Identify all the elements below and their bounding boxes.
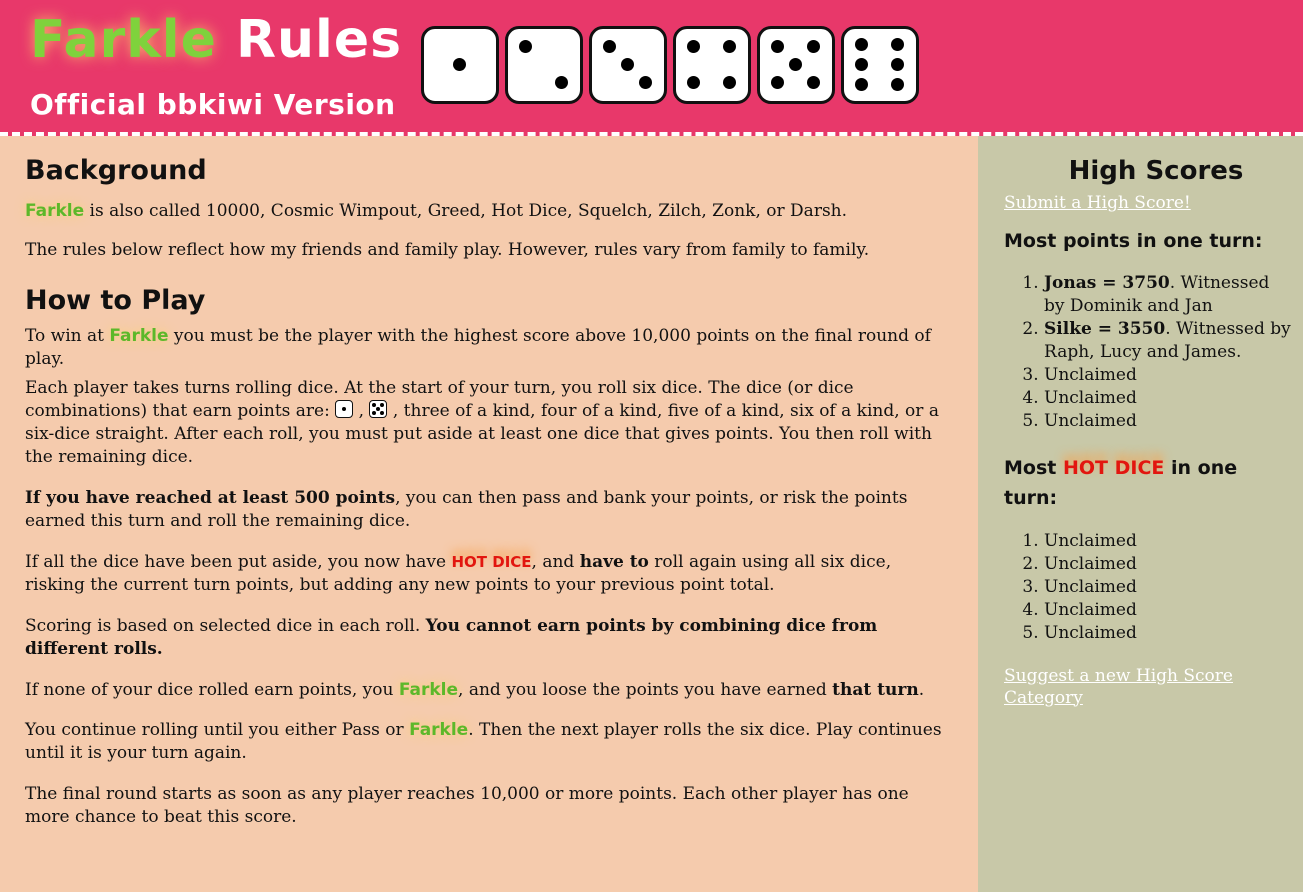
most-hot-dice-list xyxy=(1004,530,1294,645)
farkle-word: Farkle xyxy=(409,720,469,741)
score-detail: . Witnessed by Raph, Lucy and James. xyxy=(1044,319,1291,363)
text: If none of your dice rolled earn points, you xyxy=(25,679,399,700)
pip xyxy=(855,58,868,71)
suggest-category-link[interactable]: Suggest a new High Score Category xyxy=(1004,665,1233,708)
how-p7 xyxy=(25,719,955,765)
text: is also called 10000, Cosmic Wimpout, Greed, Hot Dice, Squelch, Zilch, Zonk, or Darsh. xyxy=(84,200,848,221)
text: To win at xyxy=(25,326,110,347)
most-hot-dice-heading xyxy=(1004,453,1294,514)
text: You continue rolling until you either Pass or xyxy=(25,720,410,741)
text: roll again using all six dice, risking the current turn points, but adding any new points to your previous point total. xyxy=(25,551,892,595)
die-five-icon xyxy=(757,26,835,104)
hot-dice-entry: 4. Unclaimed xyxy=(1044,599,1294,622)
pip xyxy=(687,76,700,89)
die-one-icon xyxy=(335,400,353,418)
how-p4 xyxy=(25,551,955,597)
background-p2: The rules below reflect how my friends and family play. However, rules vary from family to family. xyxy=(25,239,870,260)
high-score-entry xyxy=(1044,318,1294,364)
pip xyxy=(807,40,820,53)
pip xyxy=(687,40,700,53)
bold-text: If you have reached at least 500 points xyxy=(25,487,396,508)
score-holder: Silke = 3550 xyxy=(1044,319,1166,340)
how-p1 xyxy=(25,325,955,371)
background-heading: Background xyxy=(25,155,207,186)
text: , and xyxy=(531,551,580,572)
submit-high-score-link[interactable]: Submit a High Score! xyxy=(1004,193,1191,213)
text: If all the dice have been put aside, you now have xyxy=(25,551,452,572)
die-six-icon xyxy=(841,26,919,104)
pip xyxy=(603,40,616,53)
text: , you can then pass and bank your points, or risk the points earned this turn and roll the remaining dice. xyxy=(25,487,908,531)
text: . xyxy=(918,679,925,700)
farkle-word: Farkle xyxy=(25,200,85,221)
pip xyxy=(621,58,634,71)
text: , and you loose the points you have earned xyxy=(458,679,833,700)
score-holder: Jonas = 3750 xyxy=(1044,273,1170,294)
hot-dice-entry: 5. Unclaimed xyxy=(1044,622,1294,645)
dice-banner xyxy=(421,26,919,104)
pip xyxy=(723,40,736,53)
bold-text: You cannot earn points by combining dice from different rolls. xyxy=(25,615,878,659)
pip xyxy=(891,78,904,91)
hot-dice-word: HOT DICE xyxy=(451,552,532,571)
how-p8: The final round starts as soon as any player reaches 10,000 or more points. Each other player has one more chance to beat this score. xyxy=(25,784,909,828)
pip xyxy=(771,40,784,53)
text: Scoring is based on selected dice in each roll. xyxy=(25,615,426,636)
pip xyxy=(855,78,868,91)
text: in one turn: xyxy=(1004,457,1238,510)
site-subtitle: Official bbkiwi Version xyxy=(30,88,396,121)
title-farkle: Farkle xyxy=(30,10,217,70)
bold-text: that turn xyxy=(832,679,919,700)
how-p5 xyxy=(25,615,955,661)
how-p6 xyxy=(25,679,955,702)
hot-dice-entry: 3. Unclaimed xyxy=(1044,576,1294,599)
hot-dice-entry: 2. Unclaimed xyxy=(1044,553,1294,576)
pip xyxy=(723,76,736,89)
pip xyxy=(453,58,466,71)
die-five-icon xyxy=(369,400,387,418)
most-points-list xyxy=(1004,272,1294,433)
text: Most xyxy=(1004,457,1063,480)
farkle-word: Farkle xyxy=(398,679,459,700)
main-content xyxy=(0,136,978,892)
high-score-entry xyxy=(1044,387,1294,410)
pip xyxy=(807,76,820,89)
high-score-entry xyxy=(1044,364,1294,387)
hot-dice-entry: 1. Unclaimed xyxy=(1044,530,1294,553)
high-scores-sidebar xyxy=(978,136,1303,892)
die-one-icon xyxy=(421,26,499,104)
pip xyxy=(855,38,868,51)
most-points-heading: Most points in one turn: xyxy=(1004,230,1263,253)
farkle-word: Farkle xyxy=(109,326,169,347)
page-header xyxy=(0,0,1303,136)
pip xyxy=(771,76,784,89)
die-four-icon xyxy=(673,26,751,104)
text: , three of a kind, four of a kind, five of a kind, six of a kind, or a six-dice straight. After each roll, you must put aside at least one dice that gives points. You then roll with the remaining dice. xyxy=(25,401,939,467)
pip xyxy=(891,58,904,71)
how-p3 xyxy=(25,487,955,533)
pip xyxy=(789,58,802,71)
score-detail: Unclaimed xyxy=(1044,365,1137,386)
title-rules: Rules xyxy=(236,10,403,70)
bold-text: have to xyxy=(579,551,649,572)
die-two-icon xyxy=(505,26,583,104)
text: you must be the player with the highest score above 10,000 points on the final round of play. xyxy=(25,326,931,370)
score-detail: . Witnessed by Dominik and Jan xyxy=(1044,273,1270,317)
score-detail: Unclaimed xyxy=(1044,388,1137,409)
high-scores-title: High Scores xyxy=(1068,156,1244,186)
high-score-entry xyxy=(1044,272,1294,318)
how-p2 xyxy=(25,377,955,469)
hot-dice-word: HOT DICE xyxy=(1062,457,1165,480)
pip xyxy=(639,76,652,89)
text: Each player takes turns rolling dice. At the start of your turn, you roll six dice. The dice (or dice combinations) that earn points are: xyxy=(25,378,854,422)
text: . Then the next player rolls the six dice. Play continues until it is your turn again. xyxy=(25,720,942,764)
site-title xyxy=(30,10,403,70)
pip xyxy=(891,38,904,51)
high-score-entry xyxy=(1044,410,1294,433)
how-to-play-heading: How to Play xyxy=(25,284,206,316)
background-p1 xyxy=(25,200,955,223)
pip xyxy=(555,76,568,89)
score-detail: Unclaimed xyxy=(1044,411,1137,432)
text: , xyxy=(353,401,370,422)
pip xyxy=(519,40,532,53)
die-three-icon xyxy=(589,26,667,104)
